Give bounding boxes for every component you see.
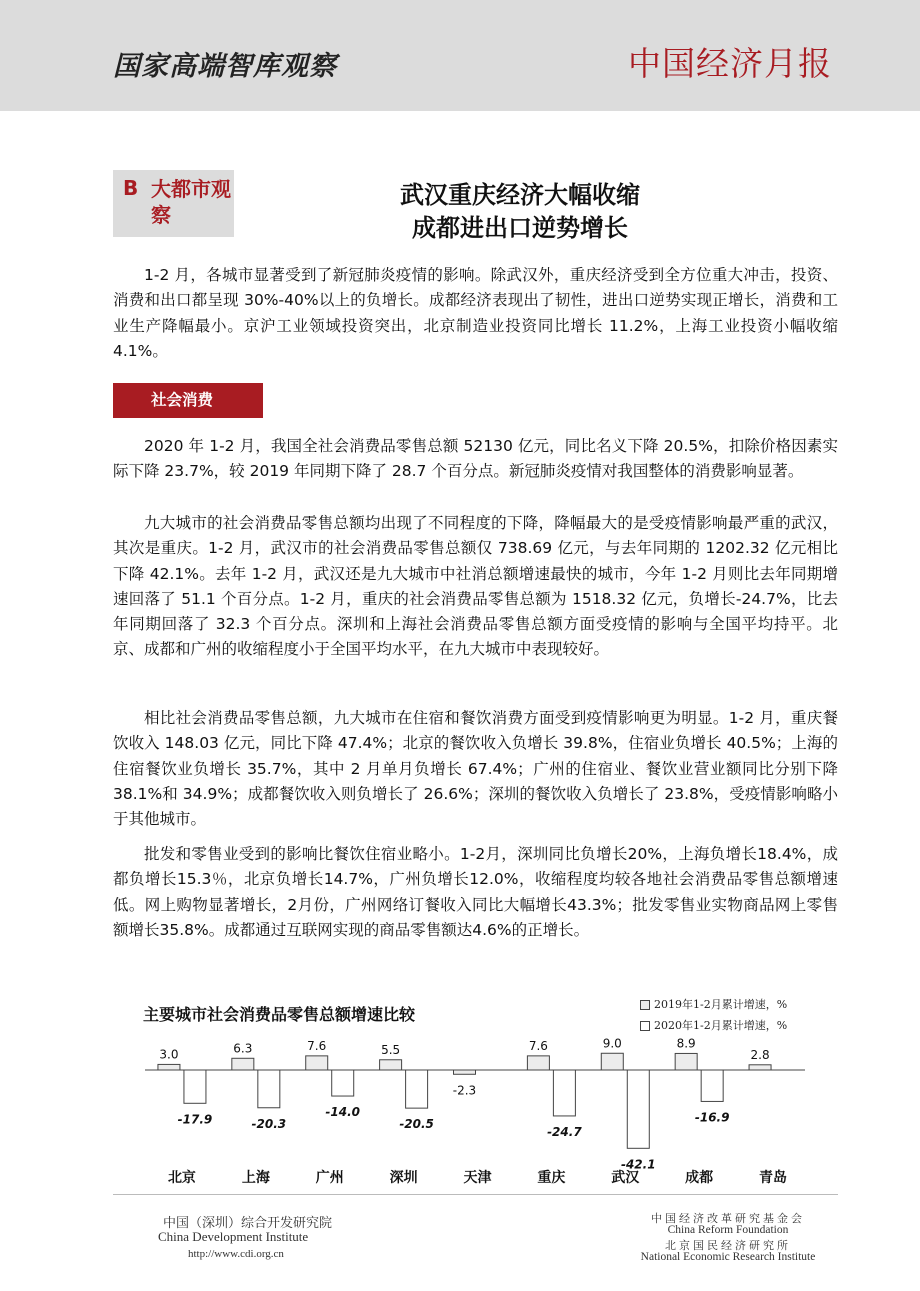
footer-left-en: China Development Institute — [158, 1229, 309, 1244]
body-paragraph-4: 批发和零售业受到的影响比餐饮住宿业略小。1-2月，深圳同比负增长20%，上海负增长18.4%，成都负增长15.3％，北京负增长14.7%，广州负增长12.0%，收缩程度均较各地社会消费品零售总额增速低。网上购物显著增长，2月份，广州网络订餐收入同比大幅增长43.3%；批发零售业实物商品网上零售额增长35.8%。成都通过互联网实现的商品零售额达4.6%的正增长。 — [113, 845, 838, 939]
data-label-2019-0: 3.0 — [159, 1047, 179, 1062]
data-label-2020-3: -20.5 — [399, 1117, 434, 1132]
legend-entry-2019 — [640, 996, 787, 1012]
data-label-2019-1: 6.3 — [233, 1041, 253, 1056]
bar-2020-5 — [553, 1070, 575, 1116]
data-label-2020-6: -42.1 — [620, 1157, 656, 1172]
data-label-2019-7: 8.9 — [676, 1036, 696, 1051]
category-label-6: 武汉 — [611, 1170, 640, 1186]
legend-swatch-2019 — [640, 1000, 650, 1010]
data-label-2019-8: 2.8 — [750, 1047, 770, 1062]
footer-left-cn: 中国（深圳）综合开发研究院 — [163, 1216, 333, 1231]
intro-paragraph: 1-2 月，各城市显著受到了新冠肺炎疫情的影响。除武汉外，重庆经济受到全方位重大冲击，投资、消费和出口都呈现 30%-40%以上的负增长。成都经济表现出了韧性，进出口逆势实现正增长，消费和工业生产降幅最小。京沪工业领域投资突出，北京制造业投资同比增长 11.2%，上海工业投资小幅收缩 4.1%。 — [113, 266, 838, 360]
bar-2020-2 — [332, 1070, 354, 1096]
category-label-4: 天津 — [463, 1170, 492, 1186]
bar-2019-3 — [380, 1060, 402, 1070]
subsection-tag: 社会消费 — [113, 383, 263, 418]
bar-2020-6 — [627, 1070, 649, 1148]
footer-right-en2: National Economic Research Institute — [640, 1251, 816, 1263]
legend-label-2020: 2020年1-2月累计增速，% — [654, 1019, 788, 1032]
category-label-1: 上海 — [241, 1170, 270, 1186]
bar-2019-6 — [601, 1053, 623, 1070]
data-label-2020-0: -17.9 — [177, 1112, 213, 1127]
article-title-line1: 武汉重庆经济大幅收缩 — [400, 181, 640, 209]
footer-right-cn2: 北京国民经济研究所 — [665, 1240, 791, 1252]
brand-logo-text: 国家高端智库观察 — [113, 51, 337, 82]
data-label-2019-4: -2.3 — [452, 1083, 477, 1098]
data-label-2020-1: -20.3 — [251, 1116, 287, 1131]
bar-2020-7 — [701, 1070, 723, 1101]
chart-title: 主要城市社会消费品零售总额增速比较 — [143, 1005, 416, 1024]
footer-right-en1: China Reform Foundation — [667, 1224, 789, 1236]
data-label-2020-2: -14.0 — [325, 1105, 361, 1120]
bar-2019-0 — [158, 1064, 180, 1070]
category-label-8: 青岛 — [759, 1170, 788, 1186]
bar-2020-3 — [406, 1070, 428, 1108]
bar-2019-1 — [232, 1058, 254, 1070]
bar-2019-5 — [527, 1056, 549, 1070]
section-letter: B — [123, 176, 139, 200]
data-label-2019-2: 7.6 — [307, 1038, 327, 1053]
category-label-7: 成都 — [685, 1170, 714, 1186]
data-label-2020-5: -24.7 — [547, 1124, 582, 1139]
section-name: 大都市观察 — [151, 177, 231, 227]
data-label-2019-6: 9.0 — [602, 1036, 622, 1051]
body-paragraph-1: 2020 年 1-2 月，我国全社会消费品零售总额 52130 亿元，同比名义下降 20.5%，扣除价格因素实际下降 23.7%，较 2019 年同期下降了 28.7 个百分点。新冠肺炎疫情对我国整体的消费影响显著。 — [113, 437, 838, 481]
report-title: 中国经济月报 — [628, 44, 832, 83]
article-title-line2: 成都进出口逆势增长 — [412, 214, 628, 242]
body-paragraph-2: 九大城市的社会消费品零售总额均出现了不同程度的下降，降幅最大的是受疫情影响最严重的武汉，其次是重庆。1-2 月，武汉市的社会消费品零售总额仅 738.69 亿元，与去年同期的 1202.32 亿元相比下降 42.1%。去年 1-2 月，武汉还是九大城市中社消总额增速最快的城市，今年 1-2 月则比去年同期增速回落了 51.1 个百分点。1-2 月，重庆的社会消费品零售总额为 1518.32 亿元，负增长-24.7%，比去年同期回落了 32.3 个百分点。深圳和上海社会消费品零售总额方面受疫情的影响与全国平均持平。北京、成都和广州的收缩程度小于全国平均水平，在九大城市中表现较好。 — [113, 514, 838, 659]
section-label-box — [113, 170, 234, 237]
bar-2019-7 — [675, 1053, 697, 1070]
page-header — [0, 0, 920, 111]
footer-right-cn1: 中国经济改革研究基金会 — [651, 1213, 805, 1225]
category-label-2: 广州 — [315, 1170, 344, 1186]
body-paragraph-3: 相比社会消费品零售总额，九大城市在住宿和餐饮消费方面受到疫情影响更为明显。1-2 月，重庆餐饮收入 148.03 亿元，同比下降 47.4%；北京的餐饮收入负增长 39.8%，住宿业负增长 40.5%；上海的住宿餐饮业负增长 35.7%，其中 2 月单月负增长 67.4%；广州的住宿业、餐饮业营业额同比分别下降 38.1%和 34.9%；成都餐饮收入则负增长了 26.6%；深圳的餐饮收入负增长了 23.8%，受疫情影响略小于其他城市。 — [113, 709, 838, 829]
footer-left-url: http://www.cdi.org.cn — [188, 1248, 284, 1260]
bar-2019-4 — [454, 1070, 476, 1074]
category-label-5: 重庆 — [537, 1170, 566, 1186]
data-label-2019-5: 7.6 — [528, 1038, 548, 1053]
data-label-2020-7: -16.9 — [694, 1110, 730, 1125]
bar-chart — [140, 1030, 820, 1190]
footer-divider — [113, 1194, 838, 1195]
legend-label-2019: 2019年1-2月累计增速，% — [654, 998, 788, 1011]
category-label-3: 深圳 — [389, 1170, 418, 1186]
bar-2020-1 — [258, 1070, 280, 1108]
data-label-2019-3: 5.5 — [381, 1042, 401, 1057]
bar-2019-8 — [749, 1065, 771, 1070]
category-label-0: 北京 — [167, 1170, 196, 1186]
bar-2019-2 — [306, 1056, 328, 1070]
bar-2020-0 — [184, 1070, 206, 1103]
